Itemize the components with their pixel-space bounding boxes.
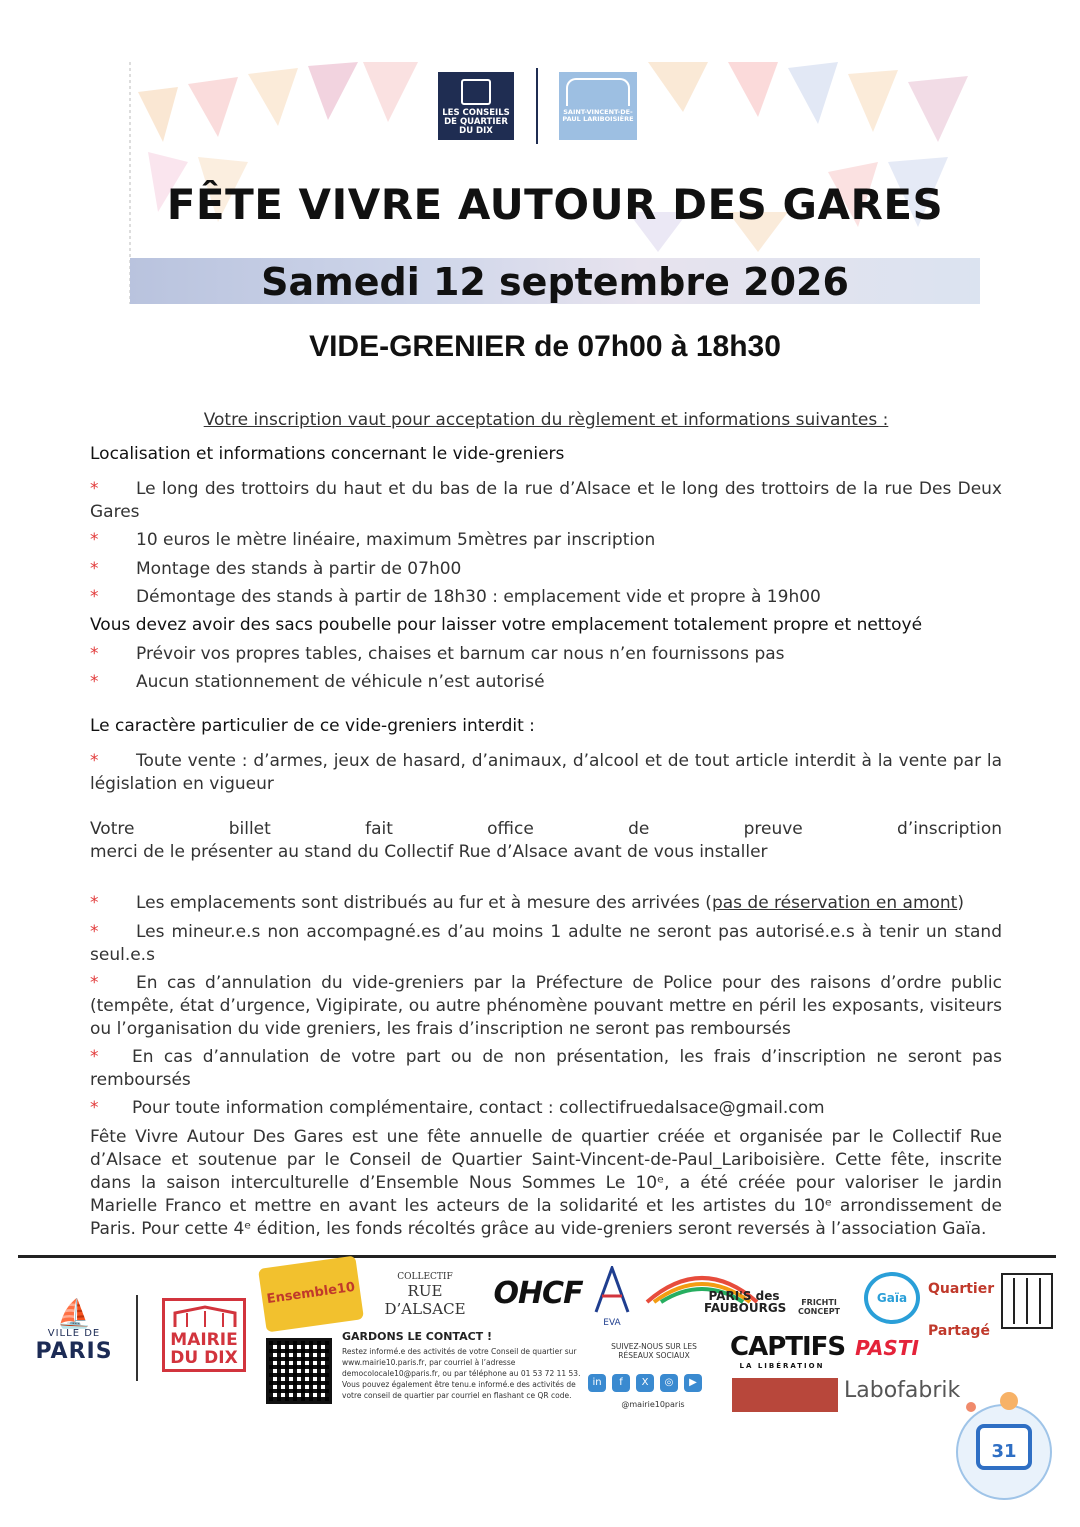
youtube-icon[interactable]: ▶ (684, 1374, 702, 1392)
facebook-icon[interactable]: f (612, 1374, 630, 1392)
list-item: * Toute vente : d’armes, jeux de hasard, d’animaux, d’alcool et de tout article interdit à la vente par la législation en vigueur (90, 751, 1002, 794)
ticket-line2: merci de le présenter au stand du Collectif Rue d’Alsace avant de vous installer (90, 842, 768, 862)
section2-heading: Le caractère particulier de ce vide-greniers interdit : (90, 716, 535, 736)
ensemble10-logo: Ensemble10 (258, 1255, 364, 1332)
logo-divider (536, 68, 538, 144)
building-icon (461, 79, 491, 105)
gaia-logo: Gaïa (864, 1272, 920, 1324)
ville-de-paris-logo: ⛵ VILLE DE PARIS (35, 1297, 113, 1364)
list-item: * Démontage des stands à partir de 18h30 : emplacement vide et propre à 19h00 (90, 587, 821, 607)
labofabrik-logo: Labofabrik (844, 1378, 961, 1403)
eva-logo: EVA (592, 1266, 632, 1330)
ticket-line1: Votre billet fait office de preuve d’inscription (90, 819, 1002, 839)
list-item: * Montage des stands à partir de 07h00 (90, 559, 462, 579)
logo-svp-text: SAINT-VINCENT-DE-PAUL LARIBOISIÈRE (562, 108, 634, 123)
bullet-star-icon: * (90, 559, 99, 579)
section1-heading: Localisation et informations concernant le vide-greniers (90, 444, 565, 464)
bullet-star-icon: * (90, 587, 99, 607)
event-title: FÊTE VIVRE AUTOUR DES GARES (166, 180, 944, 229)
list-item: * Le long des trottoirs du haut et du bas de la rue d’Alsace et le long des trottoirs de la rue Des Deux Gares (90, 479, 1002, 522)
bullet-star-icon: * (90, 530, 99, 550)
list-item: * En cas d’annulation du vide-greniers par la Préfecture de Police pour des raisons d’ordre public (tempête, état d’urgence, Vigipirate, ou autre phénomène pouvant mettre en péril les exposants, visiteurs ou l’organisation du vide greniers, les frais d’inscription ne seront pas remboursés (90, 973, 1002, 1039)
qr-code[interactable] (266, 1338, 332, 1404)
footer-divider (18, 1255, 1056, 1258)
collectif-rue-dalsace-logo: COLLECTIF RUE D’ALSACE (384, 1272, 466, 1318)
decorative-dot (966, 1402, 976, 1412)
frichti-concept-logo: FRICHTI CONCEPT (797, 1298, 841, 1316)
bullet-star-icon: * (90, 751, 99, 771)
captifs-logo: CAPTIFS LA LIBÉRATION (730, 1332, 846, 1370)
storefront-photo (732, 1378, 838, 1412)
list-item: * Les mineur.e.s non accompagné.es d’au moins 1 adulte ne seront pas autorisé.e.s à tenir un stand seul.e.s (90, 922, 1002, 965)
instagram-icon[interactable]: ◎ (660, 1374, 678, 1392)
abc-logo (1000, 1272, 1054, 1330)
contact-title: GARDONS LE CONTACT ! (342, 1330, 493, 1343)
calendar-icon[interactable]: 31 (976, 1424, 1032, 1470)
bullet-star-icon: * (90, 644, 99, 664)
event-date: Samedi 12 septembre 2026 (261, 260, 849, 304)
linkedin-icon[interactable]: in (588, 1374, 606, 1392)
vide-grenier-hours: VIDE-GRENIER de 07h00 à 18h30 (309, 330, 781, 363)
list-item: * Aucun stationnement de véhicule n’est autorisé (90, 672, 545, 692)
contact-text: Restez informé.e des activités de votre Conseil de quartier sur www.mairie10.paris.fr, par courriel à l’adresse democolocale10@paris.fr, ou par téléphone au 01 53 72 11 53. Vous pouvez également être tenu.e informé.e des activités de votre conseil de quartier par courriel en flashant ce QR code. (342, 1347, 581, 1400)
paris-ship-icon: ⛵ (56, 1297, 92, 1330)
list-item: * En cas d’annulation de votre part ou de non présentation, les frais d’inscription ne seront pas remboursés (90, 1047, 1002, 1090)
social-icons (588, 1370, 720, 1392)
logo-conseils-text: LES CONSEILS DE QUARTIER DU DIX (442, 108, 510, 136)
list-item: * Les emplacements sont distribués au fur et à mesure des arrivées (pas de réservation en amont) (90, 893, 964, 913)
mairie-building-icon (173, 1305, 237, 1329)
x-icon[interactable]: X (636, 1374, 654, 1392)
closing-paragraph: Fête Vivre Autour Des Gares est une fête annuelle de quartier créée et organisée par le Collectif Rue d’Alsace et soutenue par le Conseil de Quartier Saint-Vincent-de-Paul_Lariboisière. Cette fête, inscrite dans la saison interculturelle d’Ensemble Nous Sommes Le 10ᵉ, a été créée pour valoriser le jardin Marielle Franco et mettre en avant les acteurs de la solidarité et les artistes du 10ᵉ arrondissement de Paris. Pour cette 4ᵉ édition, les fonds récoltés grâce au vide-greniers seront reversés à l’association Gaïa. (90, 1127, 1002, 1239)
social-handle: @mairie10paris (621, 1400, 685, 1409)
bullet-star-icon: * (90, 893, 99, 913)
decorative-dot (1000, 1392, 1018, 1410)
bullet-star-icon: * (90, 672, 99, 692)
paris-des-faubourgs-logo: PARI'S des FAUBOURGS (704, 1289, 787, 1315)
intro-notice: Votre inscription vaut pour acceptation du règlement et informations suivantes : (203, 410, 889, 430)
logo-conseils-de-quartier (438, 72, 514, 140)
list-item: * 10 euros le mètre linéaire, maximum 5mètres par inscription (90, 530, 656, 550)
quartier-partage-logo: Quartier Partagé (928, 1281, 995, 1339)
bullet-star-icon: * (90, 1098, 99, 1118)
list-item: * Pour toute information complémentaire, contact : collectifruedalsace@gmail.com (90, 1098, 825, 1118)
mairie-du-dix-logo: MAIRIE DU DIX (162, 1298, 246, 1372)
list-item: * Prévoir vos propres tables, chaises et barnum car nous n’en fournissons pas (90, 644, 785, 664)
arch-icon (566, 78, 630, 106)
bullet-star-icon: * (90, 479, 99, 499)
logo-saint-vincent-de-paul (559, 72, 637, 140)
eiffel-tower-icon (592, 1266, 632, 1314)
bag-notice: Vous devez avoir des sacs poubelle pour laisser votre emplacement totalement propre et nettoyé (90, 615, 923, 635)
ohcf-logo: OHCF (493, 1276, 583, 1311)
bullet-star-icon: * (90, 922, 99, 942)
footer-logo-divider (136, 1295, 138, 1381)
social-title: SUIVEZ-NOUS SUR LES RÉSEAUX SOCIAUX (611, 1342, 697, 1360)
pasti-logo: PASTI (855, 1336, 919, 1360)
bullet-star-icon: * (90, 973, 99, 993)
bullet-star-icon: * (90, 1047, 99, 1067)
